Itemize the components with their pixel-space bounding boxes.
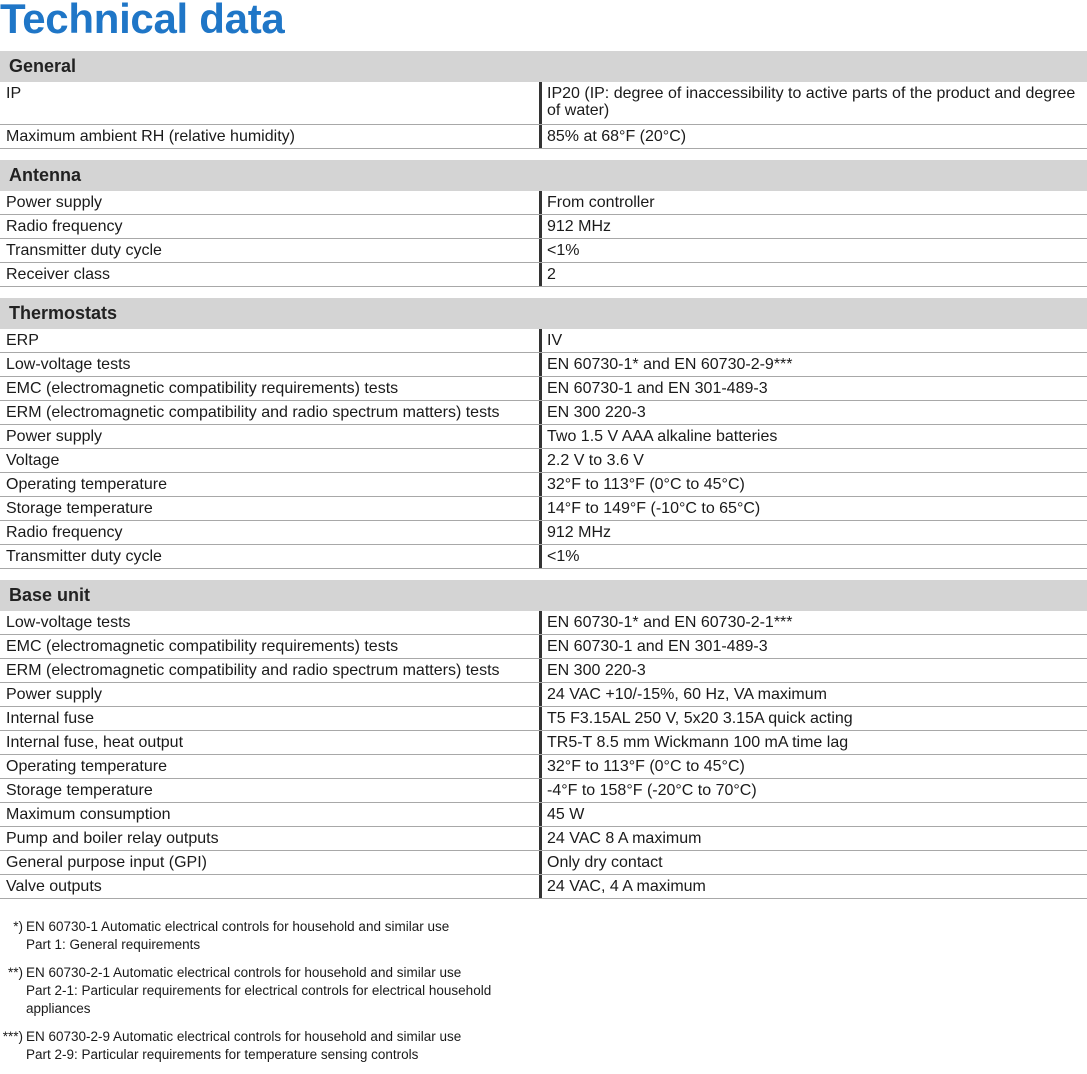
footnote-mark: **) [7,965,23,980]
table-row [0,827,1087,851]
technical-data-table [0,51,1087,910]
section-heading: Base unit [0,580,1087,611]
footnotes [0,918,540,1074]
table-row [0,497,1087,521]
footnote [0,964,540,1018]
row-value: EN 300 220-3 [547,404,646,421]
row-label: Receiver class [0,263,542,286]
row-value: -4°F to 158°F (-20°C to 70°C) [547,782,757,799]
table-row [0,875,1087,899]
row-label: Low-voltage tests [0,611,542,634]
footnote-line: EN 60730-1 Automatic electrical controls for household and similar use [26,919,450,934]
table-row [0,82,1087,125]
section-antenna [0,160,1087,287]
table-row [0,635,1087,659]
footnote-mark: *) [13,919,23,934]
row-label: Pump and boiler relay outputs [0,827,542,850]
row-value: 24 VAC, 4 A maximum [547,878,706,895]
table-row [0,707,1087,731]
row-label: EMC (electromagnetic compatibility requirements) tests [0,377,542,400]
table-row [0,449,1087,473]
table-row [0,659,1087,683]
row-value: 2 [547,266,556,283]
table-row [0,779,1087,803]
row-label: Maximum ambient RH (relative humidity) [0,125,542,148]
table-row [0,731,1087,755]
section-heading: General [0,51,1087,82]
row-value: TR5-T 8.5 mm Wickmann 100 mA time lag [547,734,849,751]
table-row [0,755,1087,779]
row-value: T5 F3.15AL 250 V, 5x20 3.15A quick acting [547,710,853,727]
footnote [0,918,540,954]
row-value: EN 60730-1* and EN 60730-2-1*** [547,614,793,631]
row-value: <1% [547,242,580,259]
section-general [0,51,1087,149]
row-value: Two 1.5 V AAA alkaline batteries [547,428,778,445]
row-value: 32°F to 113°F (0°C to 45°C) [547,758,745,775]
section-base-unit [0,580,1087,899]
table-row [0,329,1087,353]
table-row [0,215,1087,239]
row-value: <1% [547,548,580,565]
table-row [0,263,1087,287]
table-row [0,473,1087,497]
row-value: IP20 (IP: degree of inaccessibility to active parts of the product and degree of water) [547,85,1076,119]
footnote [0,1028,540,1064]
table-row [0,803,1087,827]
row-label: Transmitter duty cycle [0,239,542,262]
table-row [0,377,1087,401]
row-value: 24 VAC 8 A maximum [547,830,702,847]
row-value: 2.2 V to 3.6 V [547,452,644,469]
row-value: EN 300 220-3 [547,662,646,679]
row-value: 24 VAC +10/-15%, 60 Hz, VA maximum [547,686,827,703]
row-label: Radio frequency [0,215,542,238]
row-label: Operating temperature [0,473,542,496]
table-row [0,683,1087,707]
row-value: 45 W [547,806,585,823]
section-thermostats [0,298,1087,569]
table-row [0,239,1087,263]
footnote-line: Part 2-9: Particular requirements for temperature sensing controls [26,1047,419,1062]
row-label: Internal fuse, heat output [0,731,542,754]
row-value: From controller [547,194,655,211]
row-label: Power supply [0,683,542,706]
footnote-text [26,918,540,954]
table-row [0,521,1087,545]
table-row [0,353,1087,377]
table-row [0,191,1087,215]
table-row [0,611,1087,635]
footnote-line: EN 60730-2-1 Automatic electrical controls for household and similar use [26,965,462,980]
section-heading: Antenna [0,160,1087,191]
row-value: EN 60730-1* and EN 60730-2-9*** [547,356,793,373]
row-label: EMC (electromagnetic compatibility requirements) tests [0,635,542,658]
row-value: IV [547,332,563,349]
page-title: Technical data [0,0,285,42]
table-row [0,851,1087,875]
row-label: Storage temperature [0,779,542,802]
row-value: Only dry contact [547,854,663,871]
row-label: Low-voltage tests [0,353,542,376]
row-value: 32°F to 113°F (0°C to 45°C) [547,476,745,493]
table-row [0,125,1087,149]
row-label: Storage temperature [0,497,542,520]
table-row [0,401,1087,425]
row-value: EN 60730-1 and EN 301-489-3 [547,638,768,655]
row-value: EN 60730-1 and EN 301-489-3 [547,380,768,397]
row-value: 912 MHz [547,218,612,235]
row-label: Power supply [0,191,542,214]
footnote-text [26,964,540,1018]
row-value: 14°F to 149°F (-10°C to 65°C) [547,500,761,517]
row-label: Radio frequency [0,521,542,544]
section-heading: Thermostats [0,298,1087,329]
row-label: Transmitter duty cycle [0,545,542,568]
row-label: Operating temperature [0,755,542,778]
row-label: ERM (electromagnetic compatibility and radio spectrum matters) tests [0,401,542,424]
row-label: Voltage [0,449,542,472]
table-row [0,425,1087,449]
footnote-line: Part 1: General requirements [26,937,201,952]
row-label: Internal fuse [0,707,542,730]
row-value: 912 MHz [547,524,612,541]
footnote-line: EN 60730-2-9 Automatic electrical controls for household and similar use [26,1029,462,1044]
table-row [0,545,1087,569]
footnote-line: Part 2-1: Particular requirements for electrical controls for electrical household appliances [26,983,492,1016]
row-label: ERP [0,329,542,352]
footnote-text [26,1028,540,1064]
row-label: Maximum consumption [0,803,542,826]
row-value: 85% at 68°F (20°C) [547,128,687,145]
row-label: IP [0,82,542,124]
footnote-mark: ***) [2,1029,23,1044]
row-label: Valve outputs [0,875,542,898]
row-label: ERM (electromagnetic compatibility and radio spectrum matters) tests [0,659,542,682]
row-label: General purpose input (GPI) [0,851,542,874]
row-label: Power supply [0,425,542,448]
